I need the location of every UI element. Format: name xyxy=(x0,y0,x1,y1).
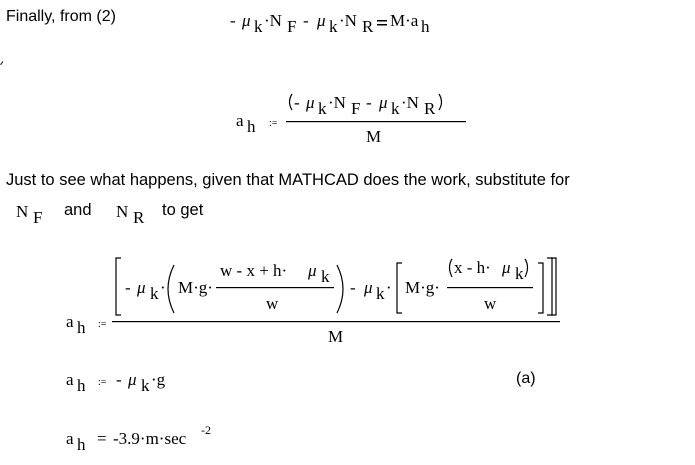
svg-text:N: N xyxy=(16,202,29,221)
svg-text:μ: μ xyxy=(379,93,388,112)
svg-text:M·a: M·a xyxy=(390,11,419,30)
symbol-normal-rear xyxy=(116,200,156,226)
svg-text:·N: ·N xyxy=(339,11,357,30)
svg-text:h: h xyxy=(77,318,86,337)
svg-text::=: := xyxy=(98,319,107,330)
equation-substitution xyxy=(66,253,586,348)
svg-text:N: N xyxy=(116,202,129,221)
svg-text:M·g·: M·g· xyxy=(178,278,213,297)
svg-text:R: R xyxy=(133,208,145,227)
svg-text:·: · xyxy=(386,278,392,297)
svg-text:R: R xyxy=(424,99,436,118)
svg-text::=: := xyxy=(269,118,278,129)
svg-text:μ: μ xyxy=(308,261,317,280)
svg-text:a: a xyxy=(66,312,74,331)
svg-text:M·g·: M·g· xyxy=(405,278,440,297)
paragraph-line1: Just to see what happens, given that MATHCAD does the work, substitute for xyxy=(6,171,570,189)
svg-text:-: - xyxy=(350,278,356,297)
svg-text:k: k xyxy=(515,264,524,283)
svg-text:w: w xyxy=(484,294,497,313)
svg-text:w: w xyxy=(266,294,279,313)
svg-text:k: k xyxy=(321,267,330,286)
svg-text:a: a xyxy=(236,111,244,130)
svg-text:μ: μ xyxy=(306,93,315,112)
paragraph-and: and xyxy=(64,201,92,219)
svg-text:μ: μ xyxy=(364,278,373,297)
svg-text:-3.9·m·sec: -3.9·m·sec xyxy=(113,429,187,448)
symbol-normal-front xyxy=(16,200,56,226)
equation-balance xyxy=(230,6,470,36)
svg-text:h: h xyxy=(247,117,256,136)
svg-text:M: M xyxy=(328,327,344,346)
equation-acceleration-fraction xyxy=(236,88,476,148)
svg-text:μ: μ xyxy=(317,11,326,30)
stray-mark xyxy=(0,61,6,67)
svg-text:h: h xyxy=(77,435,86,454)
svg-text:k: k xyxy=(141,376,150,395)
svg-text:-: - xyxy=(366,93,372,112)
svg-text:M: M xyxy=(366,127,382,146)
svg-text:k: k xyxy=(329,17,338,36)
svg-text:F: F xyxy=(33,208,43,227)
svg-text:k: k xyxy=(376,284,385,303)
svg-text:-2: -2 xyxy=(201,423,211,437)
svg-text:R: R xyxy=(362,17,374,36)
paragraph-tail: to get xyxy=(162,201,204,219)
svg-text:·g: ·g xyxy=(151,370,166,389)
equation-simplified xyxy=(66,368,216,398)
svg-text:k: k xyxy=(150,284,159,303)
svg-text:μ: μ xyxy=(137,278,146,297)
svg-text:μ: μ xyxy=(502,258,511,277)
svg-text:=: = xyxy=(97,429,107,448)
svg-text:a: a xyxy=(66,370,74,389)
svg-text:·N: ·N xyxy=(401,93,419,112)
svg-text:F: F xyxy=(287,17,297,36)
svg-text:·: · xyxy=(160,278,166,297)
equation-numeric-result xyxy=(66,422,266,458)
svg-text:x - h·: x - h· xyxy=(454,258,491,277)
svg-text:F: F xyxy=(351,99,361,118)
svg-text:w - x + h·: w - x + h· xyxy=(220,261,288,280)
svg-text:k: k xyxy=(391,99,400,118)
svg-text:-: - xyxy=(116,370,122,389)
svg-text:μ: μ xyxy=(128,370,137,389)
svg-text:-: - xyxy=(125,278,131,297)
intro-label: Finally, from (2) xyxy=(6,8,116,25)
svg-text:-: - xyxy=(230,11,236,30)
svg-text:-: - xyxy=(303,11,309,30)
svg-text:·N: ·N xyxy=(264,11,282,30)
svg-text:k: k xyxy=(254,17,263,36)
svg-text:μ: μ xyxy=(242,11,251,30)
svg-text:k: k xyxy=(318,99,327,118)
svg-text:-: - xyxy=(294,93,300,112)
equation-label-a: (a) xyxy=(516,370,536,387)
svg-text:h: h xyxy=(421,17,430,36)
svg-text:·N: ·N xyxy=(328,93,346,112)
svg-text:a: a xyxy=(66,429,74,448)
svg-text:h: h xyxy=(77,376,86,395)
svg-text::=: := xyxy=(98,377,107,388)
